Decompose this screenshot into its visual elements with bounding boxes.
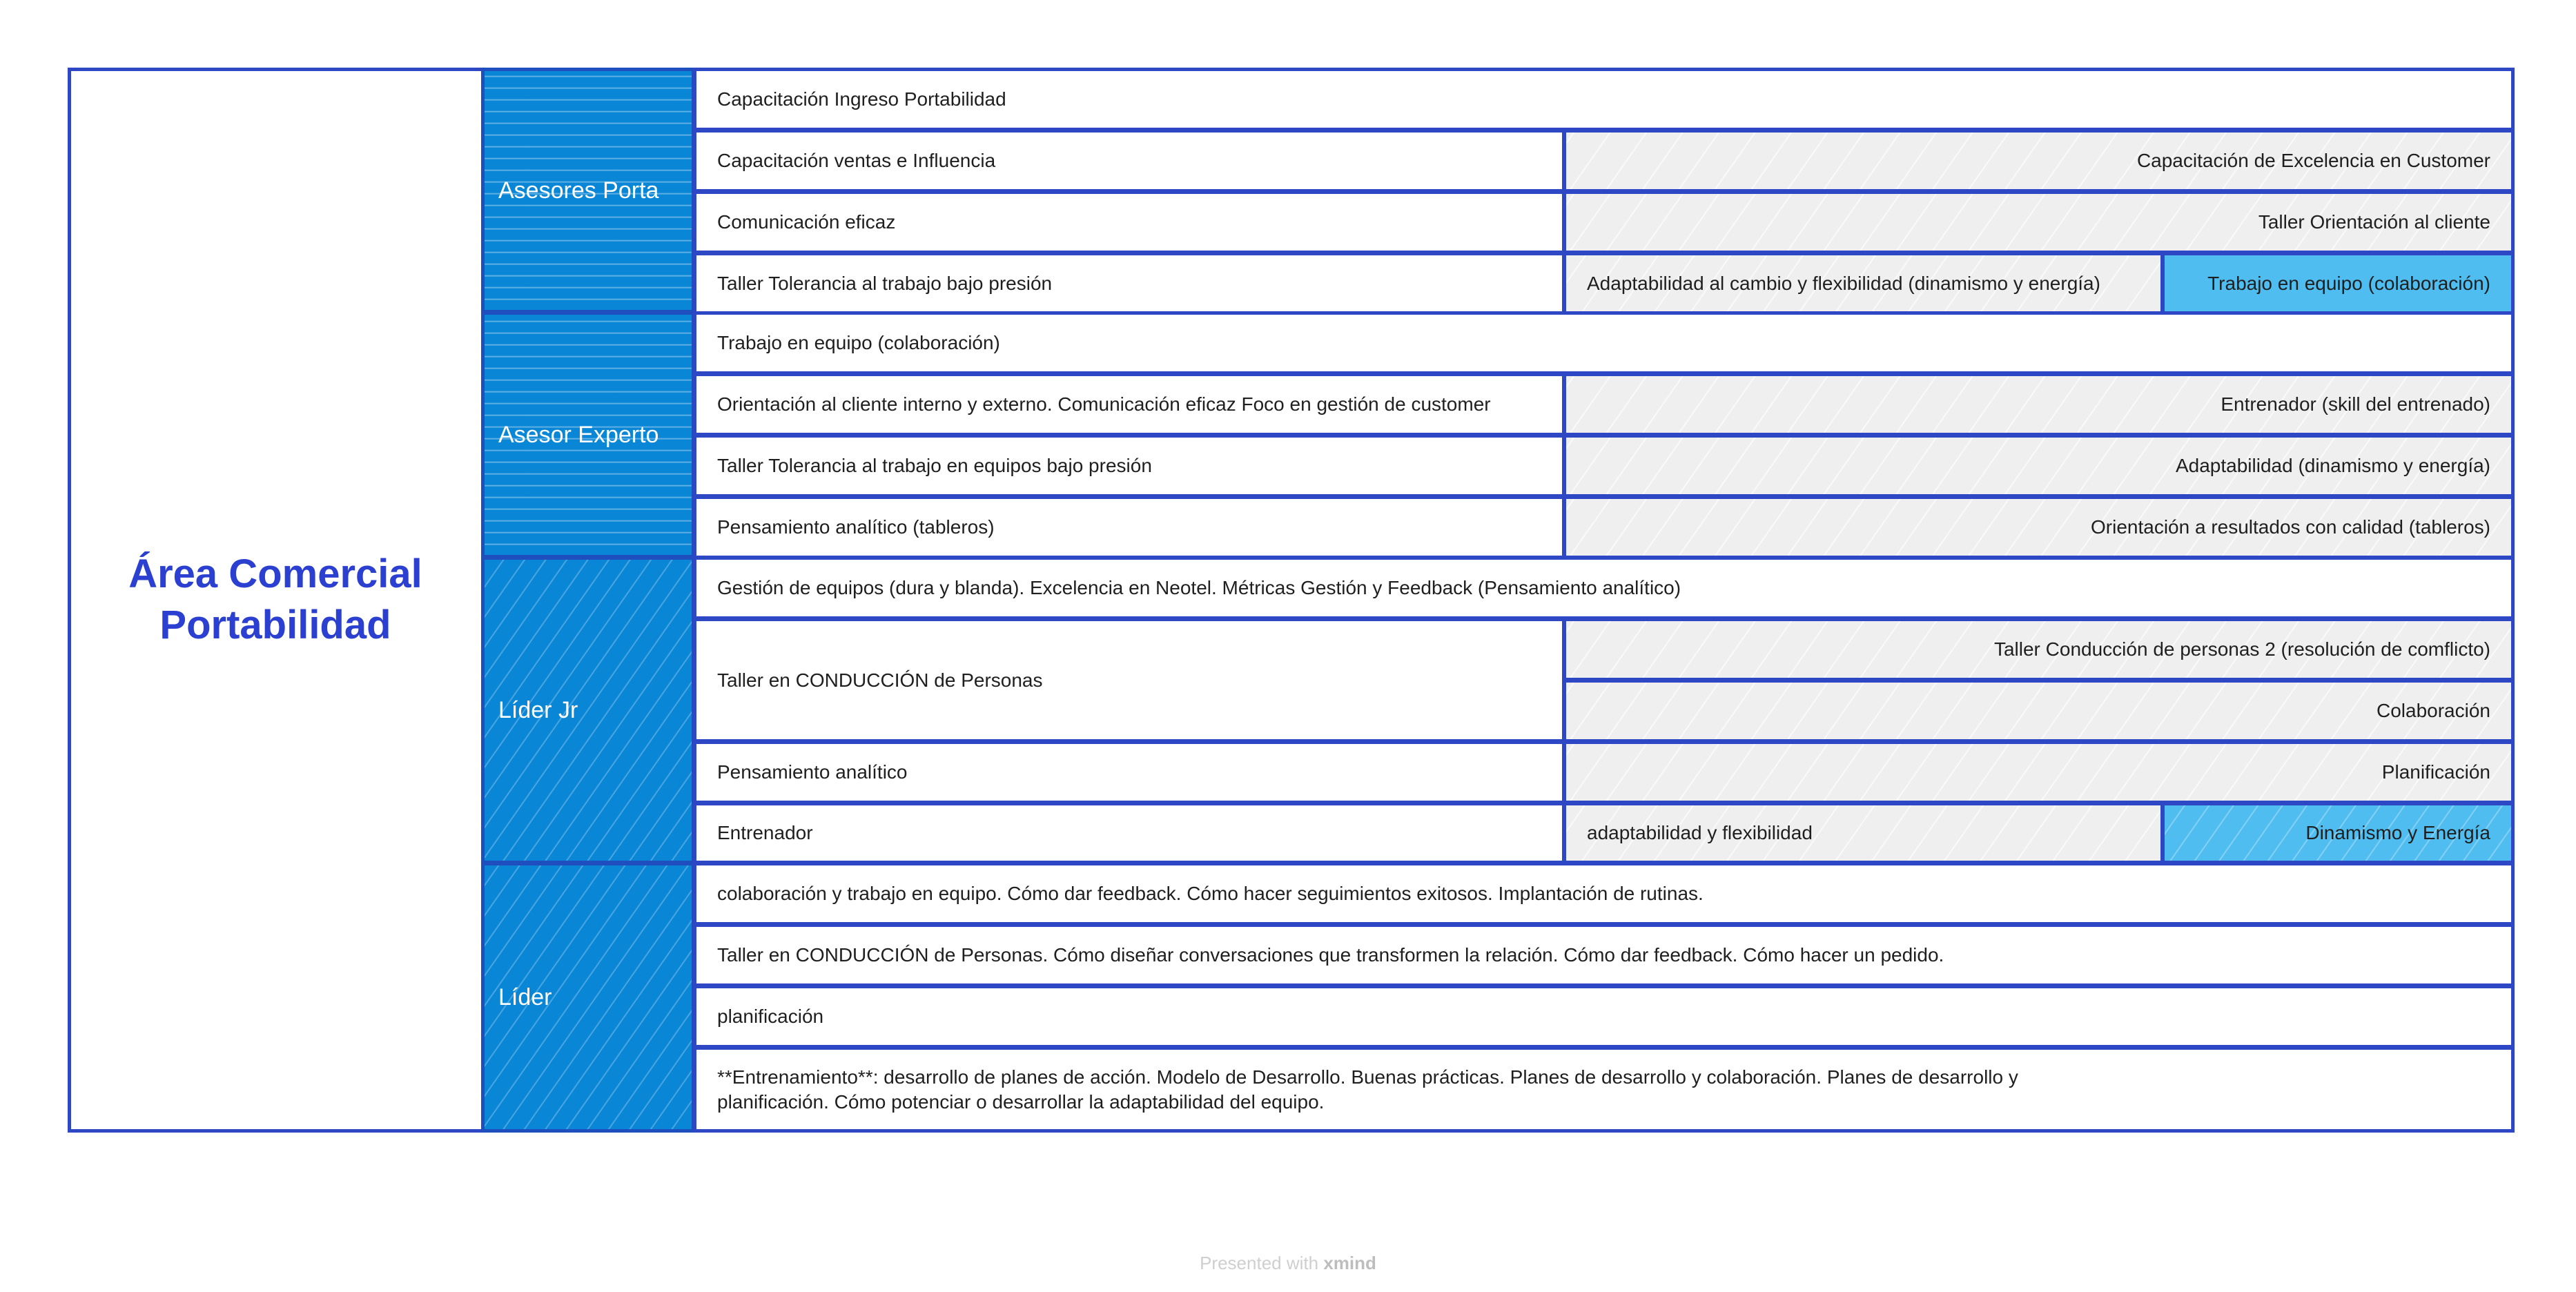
subtopic-cell-highlight[interactable]: [2161, 802, 2515, 864]
subtopic-text: Trabajo en equipo (colaboración): [2207, 273, 2490, 294]
topic-text: Taller en CONDUCCIÓN de Personas. Cómo diseñar conversaciones que transformen la relación. Cómo dar feedback. Cómo hacer un pedido.: [717, 944, 1944, 966]
role-lider[interactable]: [481, 862, 695, 1133]
topic-cell[interactable]: [693, 190, 1565, 254]
topic-cell[interactable]: [693, 434, 1565, 498]
topic-cell[interactable]: [693, 862, 2515, 926]
subtopic-text: Taller Conducción de personas 2 (resolución de comflicto): [1993, 638, 2490, 660]
subtopic-cell[interactable]: [1563, 802, 2164, 864]
topic-text: Taller en CONDUCCIÓN de Personas: [717, 669, 1043, 691]
subtopic-text: Dinamismo y Energía: [2305, 822, 2490, 843]
subtopic-text: Adaptabilidad al cambio y flexibilidad (dinamismo y energía): [1587, 273, 2100, 294]
subtopic-cell[interactable]: [1563, 373, 2515, 436]
topic-text: Pensamiento analítico: [717, 761, 908, 783]
subtopic-cell[interactable]: [1563, 618, 2515, 681]
subtopic-text: Planificación: [2381, 761, 2490, 783]
topic-cell[interactable]: [693, 496, 1565, 559]
subtopic-text: Colaboración: [2377, 700, 2490, 721]
role-asesores-porta[interactable]: [481, 68, 695, 313]
topic-text: Capacitación ventas e Influencia: [717, 150, 996, 171]
subtopic-text: Capacitación de Excelencia en Customer: [2136, 150, 2490, 171]
role-label: Líder: [498, 983, 552, 1010]
subtopic-text: Entrenador (skill del entrenado): [2221, 393, 2490, 415]
subtopic-text: Taller Orientación al cliente: [2258, 211, 2490, 233]
topic-text: Entrenador: [717, 822, 813, 843]
xmind-logo: xmind: [1323, 1253, 1376, 1273]
subtopic-text: Orientación a resultados con calidad (tableros): [2091, 516, 2490, 538]
role-label: Líder Jr: [498, 696, 578, 723]
root-title-line-2: Portabilidad: [159, 603, 391, 647]
topic-cell[interactable]: [693, 923, 2515, 987]
topic-cell[interactable]: [693, 741, 1565, 804]
role-label: Asesor Experto: [498, 421, 659, 448]
topic-cell[interactable]: [693, 373, 1565, 436]
topic-text: Gestión de equipos (dura y blanda). Excelencia en Neotel. Métricas Gestión y Feedback (Pensamiento analítico): [717, 577, 1681, 598]
topic-cell[interactable]: [693, 252, 1565, 315]
footer-credit: [0, 1253, 2576, 1274]
topic-cell[interactable]: [693, 311, 2515, 375]
role-label: Asesores Porta: [498, 177, 659, 204]
role-asesor-experto[interactable]: [481, 311, 695, 558]
topic-cell[interactable]: [693, 68, 2515, 131]
subtopic-cell[interactable]: [1563, 190, 2515, 254]
subtopic-cell[interactable]: [1563, 679, 2515, 743]
subtopic-cell[interactable]: [1563, 496, 2515, 559]
topic-cell[interactable]: [693, 556, 2515, 620]
subtopic-cell-highlight[interactable]: [2161, 252, 2515, 315]
footer-prefix: Presented with: [1200, 1253, 1319, 1273]
subtopic-text: Adaptabilidad (dinamismo y energía): [2175, 455, 2490, 476]
topic-text: Orientación al cliente interno y externo. Comunicación eficaz Foco en gestión de customer: [717, 393, 1491, 415]
topic-text: colaboración y trabajo en equipo. Cómo dar feedback. Cómo hacer seguimientos exitosos. Implantación de rutinas.: [717, 883, 1704, 904]
subtopic-cell[interactable]: [1563, 434, 2515, 498]
topic-text: Taller Tolerancia al trabajo bajo presión: [717, 273, 1053, 294]
subtopic-cell[interactable]: [1563, 129, 2515, 193]
topic-text: Pensamiento analítico (tableros): [717, 516, 995, 538]
topic-text: Taller Tolerancia al trabajo en equipos bajo presión: [717, 455, 1152, 476]
topic-text: **Entrenamiento**: desarrollo de planes de acción. Modelo de Desarrollo. Buenas prácticas. Planes de desarrollo y colaboración. Planes de desarrollo y planificación. Cómo potenciar o desarrollar la adaptabilidad del equipo.: [717, 1066, 2018, 1113]
topic-text: Trabajo en equipo (colaboración): [717, 332, 1000, 353]
topic-cell[interactable]: [693, 802, 1565, 864]
subtopic-text: adaptabilidad y flexibilidad: [1587, 822, 1813, 843]
topic-cell[interactable]: [693, 129, 1565, 193]
topic-cell[interactable]: [693, 985, 2515, 1048]
root-topic-title[interactable]: [69, 69, 482, 1130]
topic-cell[interactable]: [693, 618, 1565, 743]
topic-text: Capacitación Ingreso Portabilidad: [717, 88, 1006, 110]
topic-text: Comunicación eficaz: [717, 211, 896, 233]
topic-text: planificación: [717, 1006, 824, 1027]
subtopic-cell[interactable]: [1563, 741, 2515, 804]
role-lider-jr[interactable]: [481, 556, 695, 864]
subtopic-cell[interactable]: [1563, 252, 2164, 315]
root-title-line-1: Área Comercial: [128, 551, 422, 596]
topic-cell[interactable]: [693, 1046, 2515, 1133]
